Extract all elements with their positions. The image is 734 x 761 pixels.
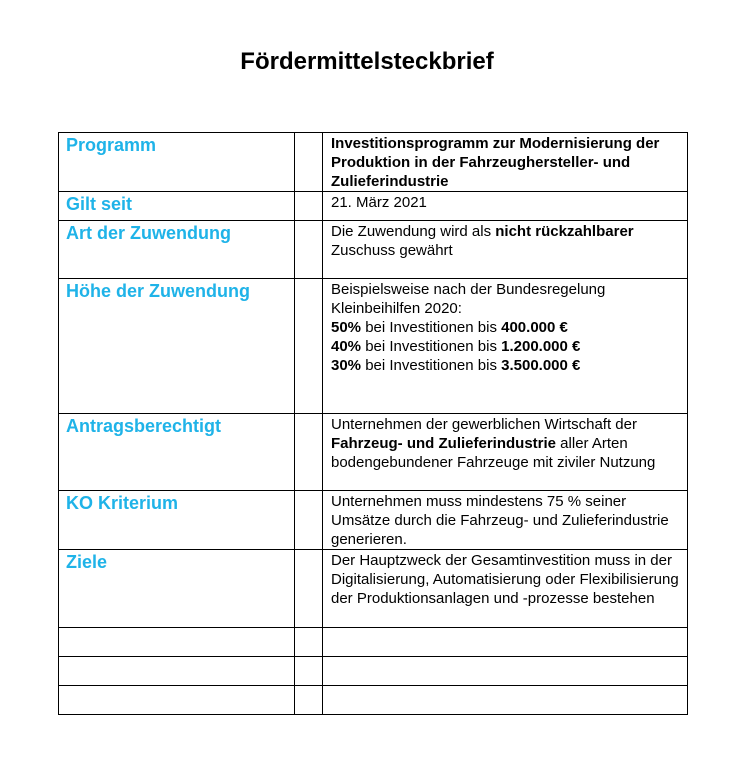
- tier-row: 50% bei Investitionen bis 400.000 €: [331, 319, 568, 336]
- row-value-programm: Investitionsprogramm zur Modernisierung der Produktion in der Fahrzeughersteller- und Zulieferindustrie: [331, 135, 660, 190]
- row-value-gilt-seit: 21. März 2021: [331, 194, 427, 211]
- table-row-ziele: [59, 550, 688, 628]
- row-label-art: Art der Zuwendung: [66, 223, 231, 243]
- page-title: Fördermittelsteckbrief: [240, 48, 494, 75]
- table-row-antragsberechtigt: [59, 414, 688, 491]
- hoehe-intro: Beispielsweise nach der Bundesregelung Kleinbeihilfen 2020:: [331, 281, 606, 317]
- tier-row: 30% bei Investitionen bis 3.500.000 €: [331, 357, 581, 374]
- row-label-hoehe: Höhe der Zuwendung: [66, 281, 250, 301]
- row-value-antragsberechtigt: Unternehmen der gewerblichen Wirtschaft der Fahrzeug- und Zulieferindustrie aller Arten bodengebundener Fahrzeuge mit ziviler Nutzung: [331, 416, 656, 471]
- row-label-ko: KO Kriterium: [66, 493, 179, 513]
- table-row-empty: [59, 686, 688, 715]
- label-cell: [59, 133, 295, 192]
- row-value-ko: Unternehmen muss mindestens 75 % seiner Umsätze durch die Fahrzeug- und Zulieferindustrie generieren.: [331, 493, 669, 548]
- row-value-ziele: Der Hauptzweck der Gesamtinvestition muss in der Digitalisierung, Automatisierung oder Flexibilisierung der Produktionsanlagen und -prozesse bestehen: [331, 552, 679, 607]
- spacer-cell: [295, 133, 323, 192]
- value-cell: [323, 133, 688, 192]
- row-label-antragsberechtigt: Antragsberechtigt: [66, 416, 222, 436]
- table-row-art: [59, 221, 688, 279]
- table-row-hoehe: [59, 279, 688, 414]
- row-label-gilt-seit: Gilt seit: [66, 194, 133, 214]
- row-label-ziele: Ziele: [66, 552, 108, 572]
- row-value-art: Die Zuwendung wird als nicht rückzahlbarer Zuschuss gewährt: [331, 223, 634, 259]
- table-row-ko: [59, 491, 688, 550]
- row-label-programm: Programm: [66, 135, 157, 155]
- table-row-programm: [59, 133, 688, 192]
- tier-row: 40% bei Investitionen bis 1.200.000 €: [331, 338, 581, 355]
- funding-table: [58, 132, 688, 715]
- table-row-gilt-seit: [59, 192, 688, 221]
- table-row-empty: [59, 628, 688, 657]
- table-row-empty: [59, 657, 688, 686]
- row-value-hoehe: [323, 279, 687, 375]
